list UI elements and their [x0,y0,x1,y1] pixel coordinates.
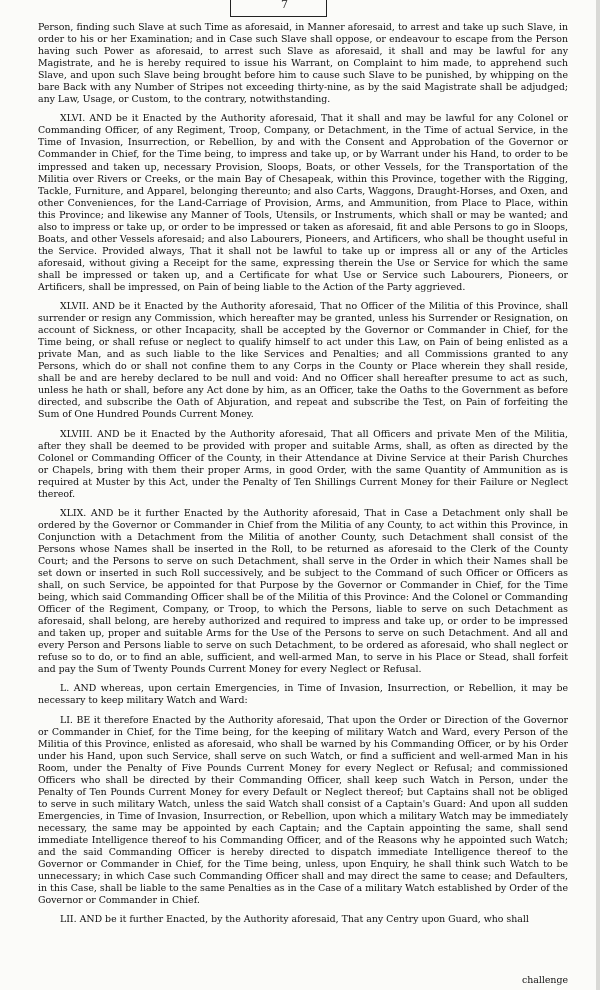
section-xlix: XLIX. AND be it further Enacted by the Authority aforesaid, That in Case a Detachment only shall be ordered by the Governor or Commander in Chief from the Militia of any County, to act within this Province, in Conjunction with a Detachment from the Militia of another County, such Detachment shall consist of the Persons whose Names shall be inserted in the Roll, to be returned as aforesaid to the Clerk of the County Court; and the Persons to serve on such Detachment, shall serve in the Order in which their Names shall be set down or inserted in such Roll successively, and be subject to the Command of such Officer or Officers as shall, on such Service, be appointed for that Purpose by the Governor or Commander in Chief, for the Time being, which said Commanding Officer shall be of the Militia of this Province: And the Colonel or Commanding Officer of the Regiment, Company, or Troop, to which the Persons, liable to serve on such Detachment as aforesaid, shall belong, are hereby authorized and required to impress and take up, or order to be impressed and taken up, proper and suitable Arms for the Use of the Persons to serve on such Detachment. And all and every Person and Persons liable to serve on such Detachment, to be ordered as aforesaid, who shall neglect or refuse so to do, or to find an able, sufficient, and well-armed Man, to serve in his Place or Stead, shall forfeit and pay the Sum of Twenty Pounds Current Money for every Neglect or Refusal. [38,507,568,676]
section-li: LI. BE it therefore Enacted by the Authority aforesaid, That upon the Order or Direction of the Governor or Commander in Chief, for the Time being, for the keeping of military Watch and Ward, every Person of the Militia of this Province, enlisted as aforesaid, who shall be warned by his Commanding Officer, or by his Order under his Hand, upon such Service, shall serve on such Watch, or find a sufficient and well-armed Man in his Room, under the Penalty of Five Pounds Current Money for every Neglect or Refusal; and commissioned Officers who shall be directed by their Commanding Officer, shall keep such Watch in Person, under the Penalty of Ten Pounds Current Money for every Default or Neglect thereof; but Captains shall not be obliged to serve in such military Watch, unless the said Watch shall consist of a Captain's Guard: And upon all sudden Emergencies, in Time of Invasion, Insurrection, or Rebellion, upon which a military Watch may be immediately necessary, the same may be appointed by each Captain; and the Captain appointing the same, shall send immediate Intelligence thereof to his Commanding Officer, and of the Reasons why he appointed such Watch; and the said Commanding Officer is hereby directed to dispatch immediate Intelligence thereof to the Governor or Commander in Chief, for the Time being, unless, upon Enquiry, he shall think such Watch to be unnecessary; in which Case such Commanding Officer shall and may direct the same to cease; and Defaulters, in this Case, shall be liable to the same Penalties as in the Case of a military Watch established by Order of the Governor or Commander in Chief. [38,714,568,907]
section-lii: LII. AND be it further Enacted, by the Authority aforesaid, That any Centry upon Guard, who shall [60,914,529,926]
section-l: L. AND whereas, upon certain Emergencies, in Time of Invasion, Insurrection, or Rebellion, it may be necessary to keep military Watch and Ward: [38,683,568,707]
page-number-box [230,0,327,17]
document-body [38,22,568,933]
paragraph-0: Person, finding such Slave at such Time as aforesaid, in Manner aforesaid, to arrest and take up such Slave, in order to his or her Examination; and in Case such Slave shall oppose, or endeavour to escape from the Person having such Power as aforesaid, to arrest such Slave as aforesaid, it shall and may be lawful for any Magistrate, and he is hereby required to issue his Warrant, on Complaint to him made, to apprehend such Slave, and upon such Slave being brought before him to cause such Slave to be punished, by whipping on the bare Back with any Number of Stripes not exceeding thirty-nine, as by the said Magistrate shall be adjudged; any Law, Usage, or Custom, to the contrary, notwithstanding. [38,22,568,106]
page-edge [596,0,600,990]
section-xlvi: XLVI. AND be it Enacted by the Authority aforesaid, That it shall and may be lawful for any Colonel or Commanding Officer, of any Regiment, Troop, Company, or Detachment, in the Time of actual Service, in the Time of Invasion, Insurrection, or Rebellion, by and with the Consent and Approbation of the Governor or Commander in Chief, for the Time being, to impress and take up, or by Warrant under his Hand, to order to be impressed and taken up, necessary Provision, Sloops, Boats, or other Vessels, for the Transportation of the Militia over Rivers or Creeks, or the main Bay of Chesapeak, within this Province, together with the Rigging, Tackle, Furniture, and Apparel, belonging thereunto; and also Carts, Waggons, Draught-Horses, and Oxen, and other Conveniences, for the Land-Carriage of Provision, Arms, and Ammunition, from Place to Place, within this Province; and likewise any Manner of Tools, Utensils, or Instruments, which shall or may be wanted; and also to impress or take up, or order to be impressed or taken as aforesaid, fit and able Persons to go in Sloops, Boats, and other Vessels aforesaid; and also Labourers, Pioneers, and Artificers, who shall be thought useful in the Service. Provided always, That it shall not be lawful to take up or impress all or any of the Articles aforesaid, without giving a Receipt for the same, expressing therein the Use or Service for which the same shall be impressed or taken up, and a Certificate for what Use or Service such Labourers, Pioneers, or Artificers, shall be impressed, on Pain of being liable to the Action of the Party aggrieved. [38,113,568,293]
page-number: 7 [281,0,288,11]
section-xlviii: XLVIII. AND be it Enacted by the Authority aforesaid, That all Officers and private Men of the Militia, after they shall be deemed to be provided with proper and suitable Arms, shall, as often as directed by the Colonel or Commanding Officer of the County, in their Attendance at Divine Service at their Parish Churches or Chapels, bring with them their proper Arms, in good Order, with the same Quantity of Ammunition as is required at Muster by this Act, under the Penalty of Ten Shillings Current Money for their Failure or Neglect thereof. [38,428,568,500]
section-xlvii: XLVII. AND be it Enacted by the Authority aforesaid, That no Officer of the Militia of this Province, shall surrender or resign any Commission, which hereafter may be granted, unless his Surrender or Resignation, on account of Sickness, or other Incapacity, shall be accepted by the Governor or Commander in Chief, for the Time being, or shall refuse or neglect to qualify himself to act under this Law, on Pain of being enlisted as a private Man, and as such liable to the like Services and Penalties; and all Commissions granted to any Persons, which do or shall not confine them to any Corps in the County or Place wherein they shall reside, shall be and are hereby declared to be null and void: And no Officer shall hereafter presume to act as such, unless he hath or shall, before any Act done by him, as an Officer, take the Oaths to the Government as before directed, and subscribe the Oath of Abjuration, and repeat and subscribe the Test, on Pain of forfeiting the Sum of One Hundred Pounds Current Money. [38,301,568,421]
catchword: challenge [521,975,568,986]
